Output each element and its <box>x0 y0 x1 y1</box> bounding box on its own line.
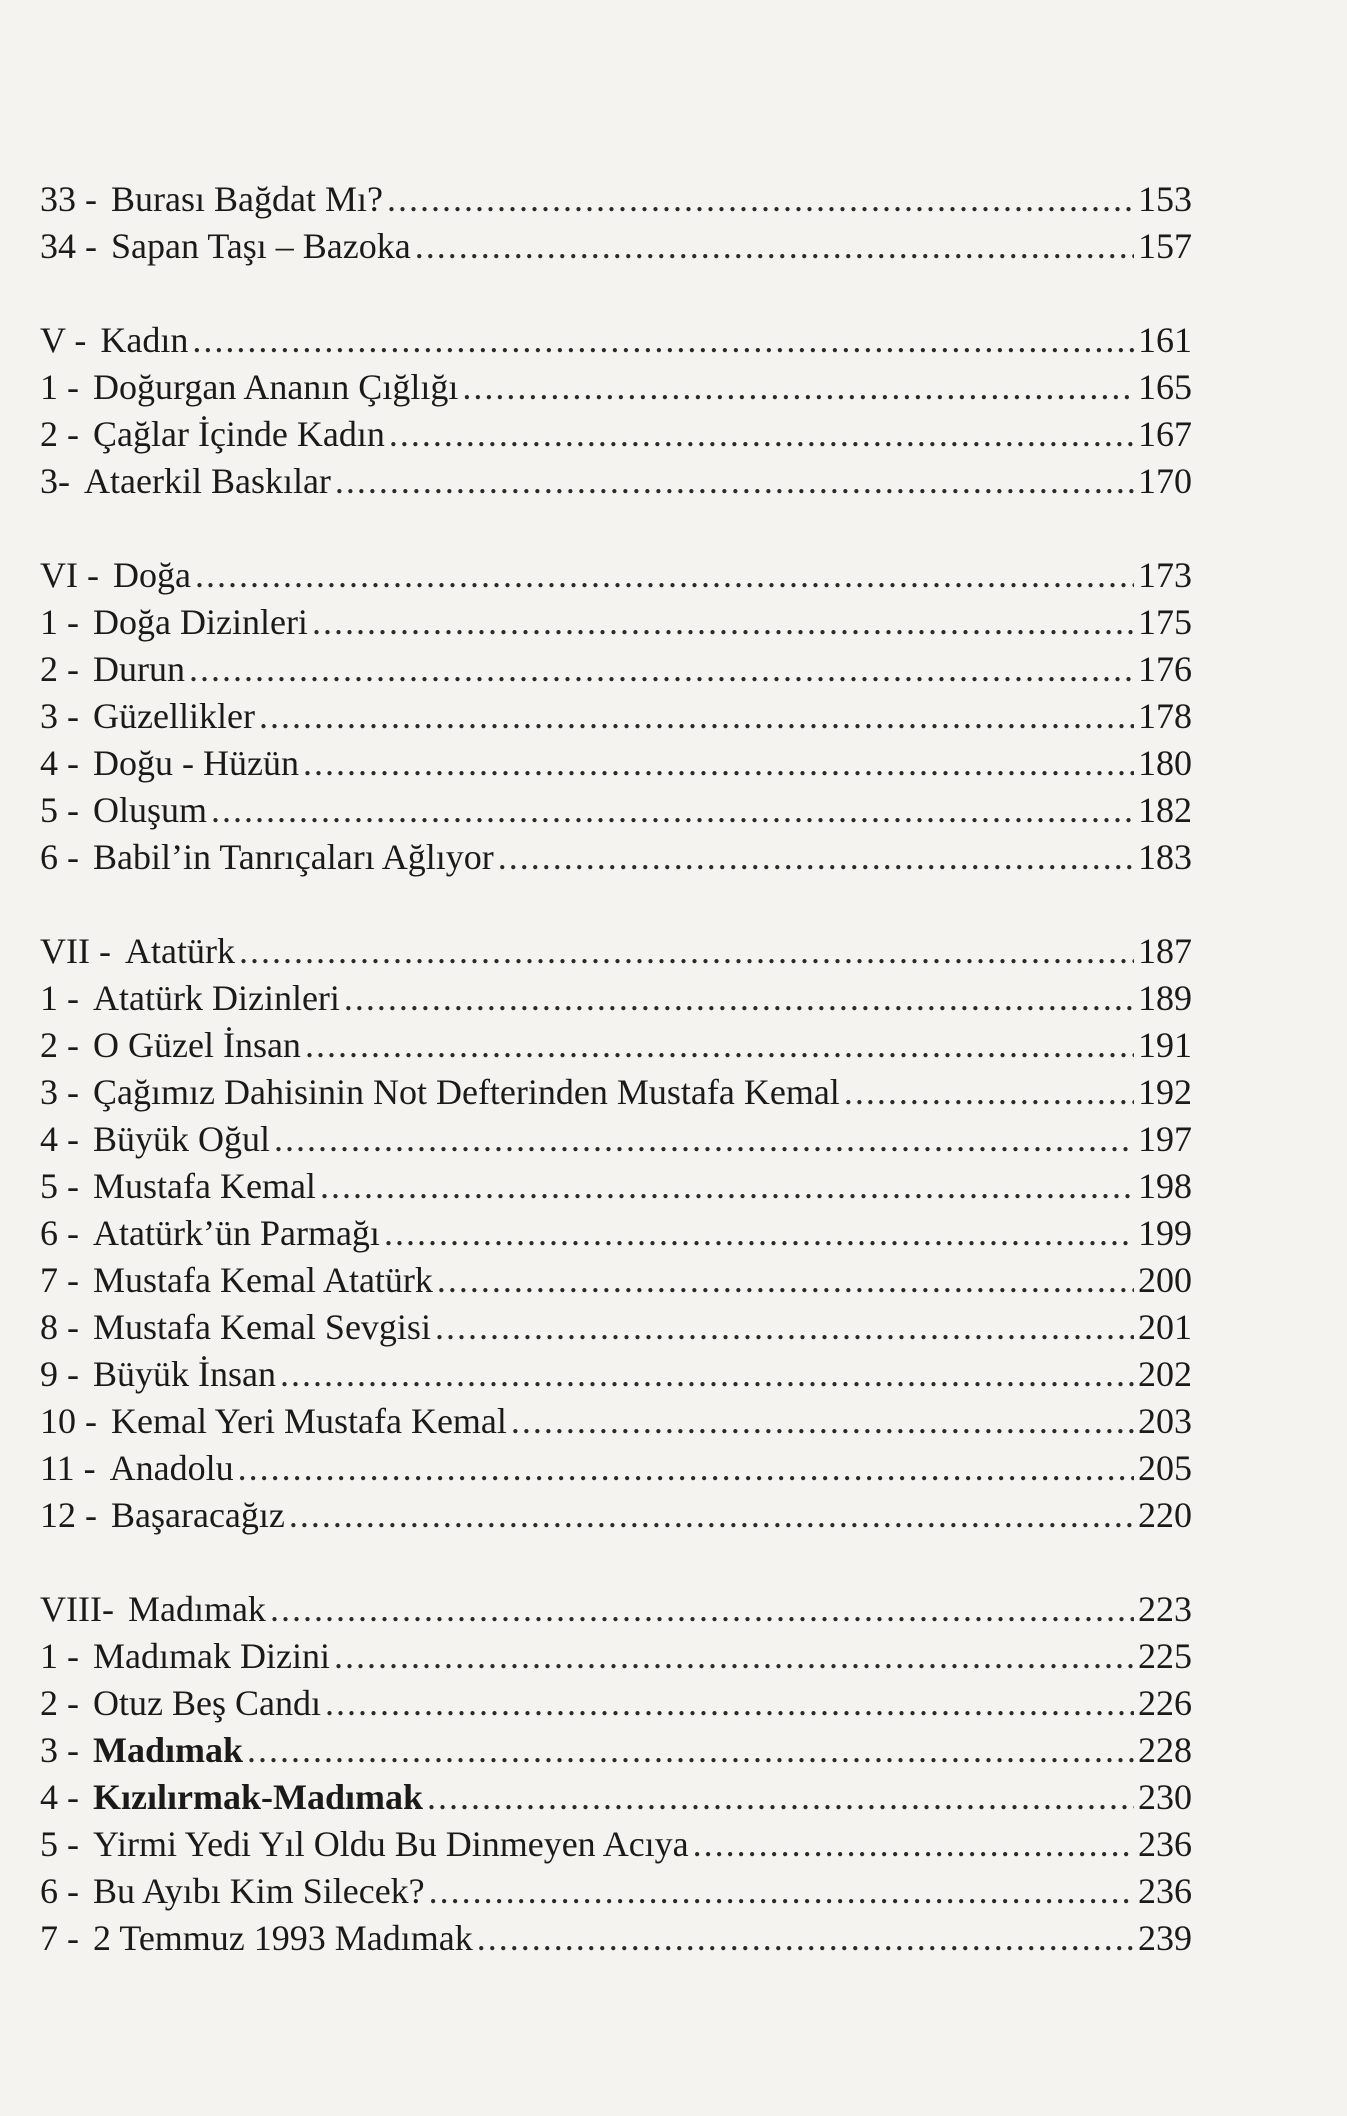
section-gap <box>40 505 1192 552</box>
entry-title: Doğu - Hüzün <box>93 743 299 783</box>
entry-number: VI - <box>40 555 99 595</box>
entry-page-number: 167 <box>1138 414 1192 454</box>
toc-entry <box>40 458 1192 505</box>
toc-entry <box>40 975 1192 1022</box>
entry-number: 6 - <box>40 1871 79 1911</box>
entry-page-number: 239 <box>1138 1918 1192 1958</box>
entry-page-number: 230 <box>1138 1777 1192 1817</box>
entry-page-number: 175 <box>1138 602 1192 642</box>
entry-number: 8 - <box>40 1307 79 1347</box>
section-gap <box>40 270 1192 317</box>
entry-page-number: 182 <box>1138 790 1192 830</box>
toc-entry <box>40 693 1192 740</box>
toc-entry <box>40 787 1192 834</box>
dot-leader <box>312 599 1134 646</box>
toc-entry <box>40 740 1192 787</box>
entry-page-number: 161 <box>1138 320 1192 360</box>
entry-title: Çağımız Dahisinin Not Defterinden Mustafa Kemal <box>93 1072 840 1112</box>
dot-leader <box>303 740 1134 787</box>
entry-number: 1 - <box>40 367 79 407</box>
entry-page-number: 183 <box>1138 837 1192 877</box>
entry-title: Kemal Yeri Mustafa Kemal <box>111 1401 507 1441</box>
entry-page-number: 236 <box>1138 1824 1192 1864</box>
toc-entry <box>40 176 1192 223</box>
dot-leader <box>189 646 1134 693</box>
toc-entry <box>40 1821 1192 1868</box>
entry-title: O Güzel İnsan <box>93 1025 301 1065</box>
entry-number: 34 - <box>40 226 97 266</box>
entry-page-number: 189 <box>1138 978 1192 1018</box>
entry-number: 9 - <box>40 1354 79 1394</box>
entry-title: Doğurgan Ananın Çığlığı <box>93 367 459 407</box>
entry-number: 3 - <box>40 696 79 736</box>
toc-entry <box>40 1492 1192 1539</box>
entry-number: 7 - <box>40 1260 79 1300</box>
toc-entry <box>40 1210 1192 1257</box>
section-gap <box>40 1539 1192 1586</box>
entry-number: 6 - <box>40 837 79 877</box>
toc-entry <box>40 599 1192 646</box>
dot-leader <box>693 1821 1134 1868</box>
entry-number: 5 - <box>40 790 79 830</box>
entry-number: 4 - <box>40 743 79 783</box>
entry-number: V - <box>40 320 87 360</box>
entry-number: 7 - <box>40 1918 79 1958</box>
entry-page-number: 202 <box>1138 1354 1192 1394</box>
toc-entry <box>40 552 1192 599</box>
entry-title: Mustafa Kemal Atatürk <box>93 1260 433 1300</box>
dot-leader <box>477 1915 1134 1962</box>
toc-entry <box>40 1257 1192 1304</box>
entry-page-number: 192 <box>1138 1072 1192 1112</box>
toc-entry <box>40 317 1192 364</box>
entry-page-number: 153 <box>1138 179 1192 219</box>
entry-title: Doğa <box>112 555 191 595</box>
dot-leader <box>344 975 1134 1022</box>
toc-entry <box>40 1633 1192 1680</box>
entry-page-number: 201 <box>1138 1307 1192 1347</box>
toc-entry <box>40 1351 1192 1398</box>
entry-title: Mustafa Kemal Sevgisi <box>93 1307 431 1347</box>
toc-entry <box>40 1774 1192 1821</box>
dot-leader <box>462 364 1134 411</box>
entry-title: Otuz Beş Candı <box>93 1683 321 1723</box>
entry-title: 2 Temmuz 1993 Madımak <box>93 1918 473 1958</box>
entry-title: Atatürk <box>124 931 235 971</box>
entry-page-number: 200 <box>1138 1260 1192 1300</box>
entry-page-number: 178 <box>1138 696 1192 736</box>
entry-number: 3 - <box>40 1730 79 1770</box>
entry-title: Çağlar İçinde Kadın <box>93 414 385 454</box>
toc-entry <box>40 1116 1192 1163</box>
entry-page-number: 180 <box>1138 743 1192 783</box>
entry-page-number: 199 <box>1138 1213 1192 1253</box>
entry-title: Güzellikler <box>93 696 255 736</box>
toc-entry <box>40 1304 1192 1351</box>
entry-title: Madımak <box>93 1730 244 1770</box>
entry-page-number: 220 <box>1138 1495 1192 1535</box>
dot-leader <box>844 1069 1134 1116</box>
toc-entry <box>40 1915 1192 1962</box>
dot-leader <box>320 1163 1134 1210</box>
entry-page-number: 236 <box>1138 1871 1192 1911</box>
entry-title: Madımak <box>127 1589 266 1629</box>
entry-page-number: 198 <box>1138 1166 1192 1206</box>
entry-page-number: 228 <box>1138 1730 1192 1770</box>
dot-leader <box>274 1116 1134 1163</box>
entry-title: Burası Bağdat Mı? <box>111 179 383 219</box>
entry-page-number: 157 <box>1138 226 1192 266</box>
entry-title: Mustafa Kemal <box>93 1166 316 1206</box>
toc-entry <box>40 646 1192 693</box>
dot-leader <box>511 1398 1134 1445</box>
toc-entry <box>40 1445 1192 1492</box>
entry-number: 1 - <box>40 602 79 642</box>
entry-page-number: 170 <box>1138 461 1192 501</box>
entry-title: Büyük Oğul <box>93 1119 271 1159</box>
dot-leader <box>270 1586 1134 1633</box>
dot-leader <box>334 1633 1134 1680</box>
dot-leader <box>384 1210 1134 1257</box>
entry-number: 4 - <box>40 1777 79 1817</box>
dot-leader <box>335 458 1134 505</box>
dot-leader <box>325 1680 1134 1727</box>
entry-number: 2 - <box>40 1025 79 1065</box>
entry-title: Yirmi Yedi Yıl Oldu Bu Dinmeyen Acıya <box>93 1824 689 1864</box>
entry-title: Atatürk Dizinleri <box>93 978 340 1018</box>
entry-number: 3- <box>40 461 70 501</box>
entry-number: 11 - <box>40 1448 96 1488</box>
entry-page-number: 225 <box>1138 1636 1192 1676</box>
entry-number: 2 - <box>40 649 79 689</box>
toc-entry <box>40 1398 1192 1445</box>
entry-page-number: 203 <box>1138 1401 1192 1441</box>
entry-page-number: 223 <box>1138 1589 1192 1629</box>
entry-number: 1 - <box>40 1636 79 1676</box>
entry-page-number: 205 <box>1138 1448 1192 1488</box>
entry-number: 2 - <box>40 1683 79 1723</box>
entry-title: Oluşum <box>93 790 208 830</box>
toc-entry <box>40 1727 1192 1774</box>
entry-title: Babil’in Tanrıçaları Ağlıyor <box>93 837 494 877</box>
toc-entry <box>40 928 1192 975</box>
toc-entry <box>40 223 1192 270</box>
entry-number: VIII- <box>40 1589 114 1629</box>
entry-page-number: 176 <box>1138 649 1192 689</box>
dot-leader <box>427 1774 1134 1821</box>
entry-number: 3 - <box>40 1072 79 1112</box>
toc-entry <box>40 1680 1192 1727</box>
entry-title: Büyük İnsan <box>93 1354 276 1394</box>
entry-title: Kadın <box>100 320 189 360</box>
dot-leader <box>415 223 1134 270</box>
dot-leader <box>238 1445 1134 1492</box>
entry-number: 10 - <box>40 1401 97 1441</box>
entry-page-number: 187 <box>1138 931 1192 971</box>
dot-leader <box>289 1492 1134 1539</box>
entry-number: 6 - <box>40 1213 79 1253</box>
toc-entry <box>40 411 1192 458</box>
entry-page-number: 165 <box>1138 367 1192 407</box>
dot-leader <box>195 552 1134 599</box>
toc-entry <box>40 1868 1192 1915</box>
entry-page-number: 226 <box>1138 1683 1192 1723</box>
toc-entry <box>40 1069 1192 1116</box>
toc-entry <box>40 834 1192 881</box>
entry-page-number: 173 <box>1138 555 1192 595</box>
dot-leader <box>280 1351 1134 1398</box>
entry-title: Ataerkil Baskılar <box>84 461 331 501</box>
entry-number: 5 - <box>40 1166 79 1206</box>
entry-title: Madımak Dizini <box>93 1636 330 1676</box>
dot-leader <box>259 693 1134 740</box>
dot-leader <box>247 1727 1134 1774</box>
dot-leader <box>305 1022 1134 1069</box>
toc-entry <box>40 1022 1192 1069</box>
dot-leader <box>387 176 1134 223</box>
table-of-contents <box>40 176 1192 1962</box>
entry-page-number: 197 <box>1138 1119 1192 1159</box>
toc-entry <box>40 364 1192 411</box>
dot-leader <box>389 411 1134 458</box>
entry-number: 5 - <box>40 1824 79 1864</box>
toc-entry <box>40 1586 1192 1633</box>
toc-entry <box>40 1163 1192 1210</box>
entry-title: Sapan Taşı – Bazoka <box>111 226 411 266</box>
dot-leader <box>437 1257 1134 1304</box>
entry-number: 12 - <box>40 1495 97 1535</box>
entry-title: Anadolu <box>109 1448 234 1488</box>
entry-number: VII - <box>40 931 111 971</box>
entry-number: 2 - <box>40 414 79 454</box>
entry-title: Bu Ayıbı Kim Silecek? <box>93 1871 425 1911</box>
entry-title: Başaracağız <box>111 1495 285 1535</box>
entry-title: Durun <box>93 649 185 689</box>
dot-leader <box>211 787 1134 834</box>
section-gap <box>40 881 1192 928</box>
entry-title: Atatürk’ün Parmağı <box>93 1213 380 1253</box>
entry-title: Doğa Dizinleri <box>93 602 308 642</box>
entry-number: 33 - <box>40 179 97 219</box>
entry-number: 1 - <box>40 978 79 1018</box>
dot-leader <box>192 317 1134 364</box>
entry-title: Kızılırmak-Madımak <box>93 1777 423 1817</box>
dot-leader <box>239 928 1134 975</box>
dot-leader <box>498 834 1134 881</box>
dot-leader <box>435 1304 1134 1351</box>
entry-number: 4 - <box>40 1119 79 1159</box>
entry-page-number: 191 <box>1138 1025 1192 1065</box>
dot-leader <box>429 1868 1134 1915</box>
